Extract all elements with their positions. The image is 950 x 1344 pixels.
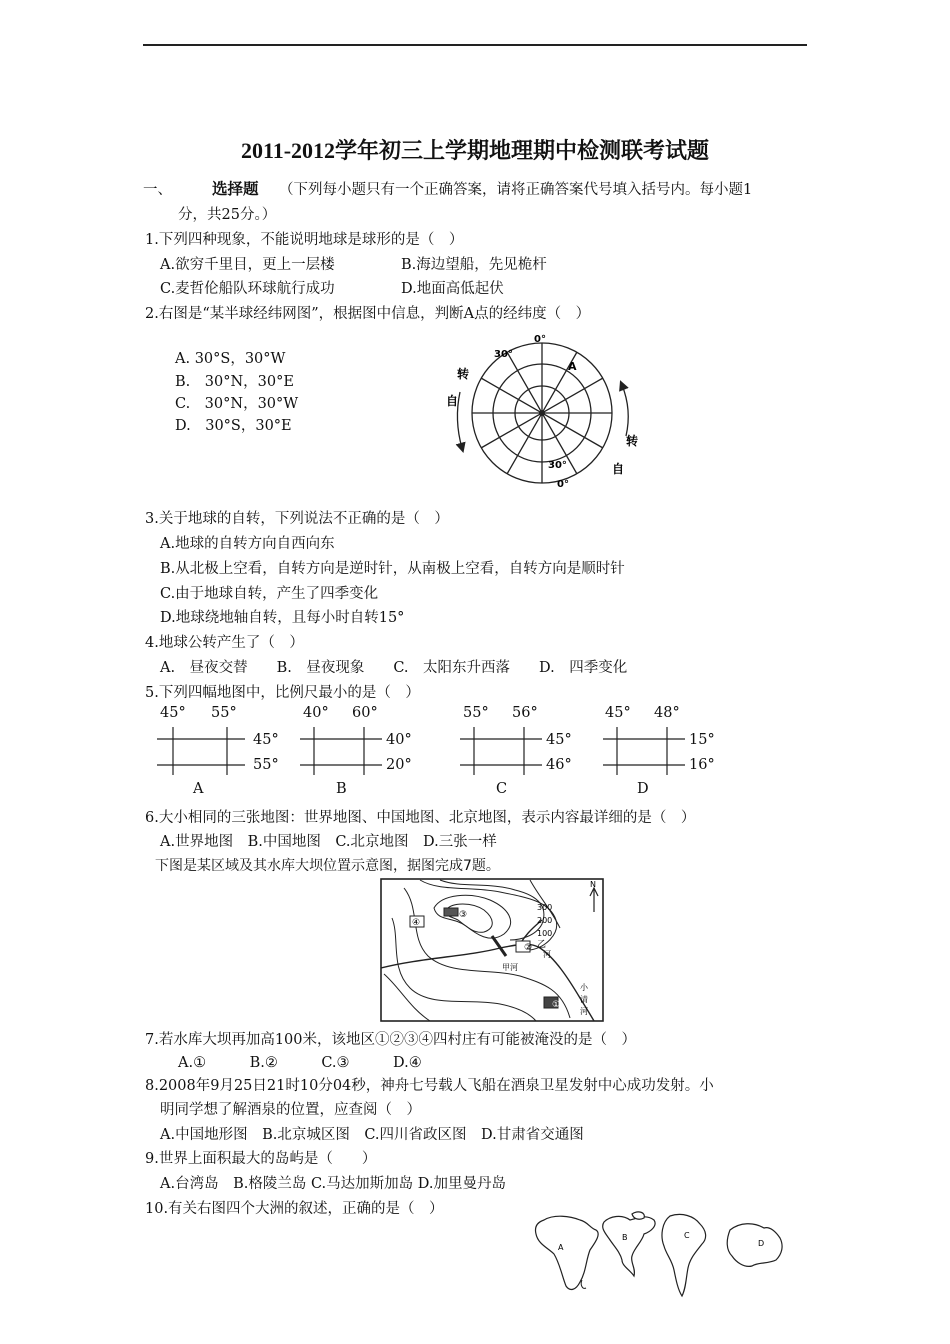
fig-rotation-right-2: 转 xyxy=(626,434,639,448)
continent-greenland xyxy=(632,1212,644,1219)
q8-options: A.中国地形图 B.北京城区图 C.四川省政区图 D.甘肃省交通图 xyxy=(160,1127,584,1143)
map-c-grid xyxy=(458,725,544,775)
q1-option-a: A.欲穷千里目，更上一层楼 xyxy=(160,257,335,273)
map-b-grid xyxy=(298,725,384,775)
fig-label-bottom-zero: 0° xyxy=(557,479,569,490)
q9-options: A.台湾岛 B.格陵兰岛 C.马达加斯加岛 D.加里曼丹岛 xyxy=(160,1176,506,1192)
contour-300: 300 xyxy=(537,903,553,912)
q7-intro: 下图是某区域及其水库大坝位置示意图，据图完成7题。 xyxy=(155,858,500,874)
map-c-lat1: 45° xyxy=(546,732,572,748)
q3-option-b: B.从北极上空看，自转方向是逆时针，从南极上空看，自转方向是顺时针 xyxy=(160,561,625,577)
village-1: ① xyxy=(552,1000,561,1010)
village-2: ② xyxy=(524,943,533,953)
map-b-lat1: 40° xyxy=(386,732,412,748)
village-4: ④ xyxy=(412,918,421,928)
continent-australia xyxy=(727,1224,782,1267)
q4-stem: 4.地球公转产生了（ ） xyxy=(145,635,304,651)
river-xiao-2: 清 xyxy=(580,995,588,1004)
page-title: 2011-2012学年初三上学期地理期中检测联考试题 xyxy=(240,138,710,163)
continent-label-d: D xyxy=(758,1239,765,1248)
hemisphere-graticule-figure xyxy=(440,330,670,495)
village-3: ③ xyxy=(459,910,468,920)
q2-option-c: C. 30°N，30°W xyxy=(175,396,299,412)
continent-label-b: B xyxy=(622,1233,628,1242)
map-a-lat2: 55° xyxy=(253,757,279,773)
map-d-lon1: 45° xyxy=(605,705,631,721)
map-a-label: A xyxy=(193,781,204,797)
map-d-lat1: 15° xyxy=(689,732,715,748)
section-instructions-line1: （下列每小题只有一个正确答案，请将正确答案代号填入括号内。每小题1 xyxy=(279,182,753,198)
river-xiao-1: 小 xyxy=(580,983,588,992)
q9-stem: 9.世界上面积最大的岛屿是（ ） xyxy=(145,1151,377,1167)
map-d-lat2: 16° xyxy=(689,757,715,773)
map-a-grid xyxy=(155,725,247,775)
river-yi-he: 河 xyxy=(543,950,551,959)
fig-rotation-right-1: 自 xyxy=(612,462,625,476)
q3-stem: 3.关于地球的自转，下列说法不正确的是（ ） xyxy=(145,511,449,527)
q1-option-d: D.地面高低起伏 xyxy=(401,281,504,297)
q2-stem: 2.右图是“某半球经纬网图”，根据图中信息，判断A点的经纬度（ ） xyxy=(145,306,591,322)
q1-stem: 1.下列四种现象，不能说明地球是球形的是（ ） xyxy=(145,232,464,248)
fig-point-a: A xyxy=(568,360,577,373)
contour-200: 200 xyxy=(537,916,553,925)
reservoir-contour-map xyxy=(380,878,604,1022)
map-b-label: B xyxy=(336,781,347,797)
continent-north-america xyxy=(603,1216,655,1276)
fig-rotation-left-1: 自 xyxy=(446,394,459,408)
q2-option-b: B. 30°N，30°E xyxy=(175,374,294,390)
continent-label-a: A xyxy=(558,1243,564,1252)
continents-figure xyxy=(530,1210,802,1300)
q5-stem: 5.下列四幅地图中，比例尺最小的是（ ） xyxy=(145,685,420,701)
map-c-lon1: 55° xyxy=(463,705,489,721)
fig-label-bottom-thirty: 30° xyxy=(548,460,567,471)
q7-stem: 7.若水库大坝再加高100米，该地区①②③④四村庄有可能被淹没的是（ ） xyxy=(145,1032,637,1048)
q1-option-b: B.海边望船，先见桅杆 xyxy=(401,257,547,273)
fig-rotation-left-2: 转 xyxy=(457,367,470,381)
map-d-label: D xyxy=(637,781,649,797)
fig-label-top-zero: 0° xyxy=(534,334,546,345)
q10-stem: 10.有关右图四个大洲的叙述，正确的是（ ） xyxy=(145,1201,444,1217)
map-d-lon2: 48° xyxy=(654,705,680,721)
section-name: 选择题 xyxy=(212,179,259,198)
map-a-lat1: 45° xyxy=(253,732,279,748)
map-b-lat2: 20° xyxy=(386,757,412,773)
map-d-grid xyxy=(601,725,687,775)
q3-option-c: C.由于地球自转，产生了四季变化 xyxy=(160,586,379,602)
map-c-lon2: 56° xyxy=(512,705,538,721)
contour-100: 100 xyxy=(537,929,553,938)
river-jia-label: 甲河 xyxy=(502,963,518,972)
map-a-lon1: 45° xyxy=(160,705,186,721)
map-b-lon1: 40° xyxy=(303,705,329,721)
river-xiao-3: 河 xyxy=(580,1007,588,1016)
q6-stem: 6.大小相同的三张地图：世界地图、中国地图、北京地图，表示内容最详细的是（ ） xyxy=(145,810,696,826)
continent-africa xyxy=(535,1216,598,1289)
river-yi-label: 乙 xyxy=(537,940,547,950)
map-north: N xyxy=(590,880,596,889)
q4-options: A. 昼夜交替 B. 昼夜现象 C. 太阳东升西落 D. 四季变化 xyxy=(160,660,628,676)
map-c-label: C xyxy=(496,781,508,797)
map-c-lat2: 46° xyxy=(546,757,572,773)
top-rule xyxy=(143,44,807,46)
map-a-lon2: 55° xyxy=(211,705,237,721)
q6-options: A.世界地图 B.中国地图 C.北京地图 D.三张一样 xyxy=(160,834,497,850)
q3-option-a: A.地球的自转方向自西向东 xyxy=(160,536,335,552)
map-b-lon2: 60° xyxy=(352,705,378,721)
q2-option-a: A. 30°S，30°W xyxy=(175,351,286,367)
q3-option-d: D.地球绕地轴自转，且每小时自转15° xyxy=(160,610,405,626)
q7-options: A.① B.② C.③ D.④ xyxy=(178,1055,422,1071)
section-instructions-line2: 分，共25分。） xyxy=(178,207,277,223)
q1-option-c: C.麦哲伦船队环球航行成功 xyxy=(160,281,335,297)
q8-stem-line2: 明同学想了解酒泉的位置，应查阅（ ） xyxy=(160,1102,421,1118)
continent-south-america xyxy=(662,1214,706,1296)
section-number: 一、 xyxy=(143,182,172,198)
q8-stem-line1: 8.2008年9月25日21时10分04秒，神舟七号载人飞船在酒泉卫星发射中心成功发射。小 xyxy=(145,1078,714,1094)
q2-option-d: D. 30°S，30°E xyxy=(175,418,292,434)
continent-label-c: C xyxy=(684,1231,690,1240)
fig-label-top-thirty: 30° xyxy=(494,349,513,360)
